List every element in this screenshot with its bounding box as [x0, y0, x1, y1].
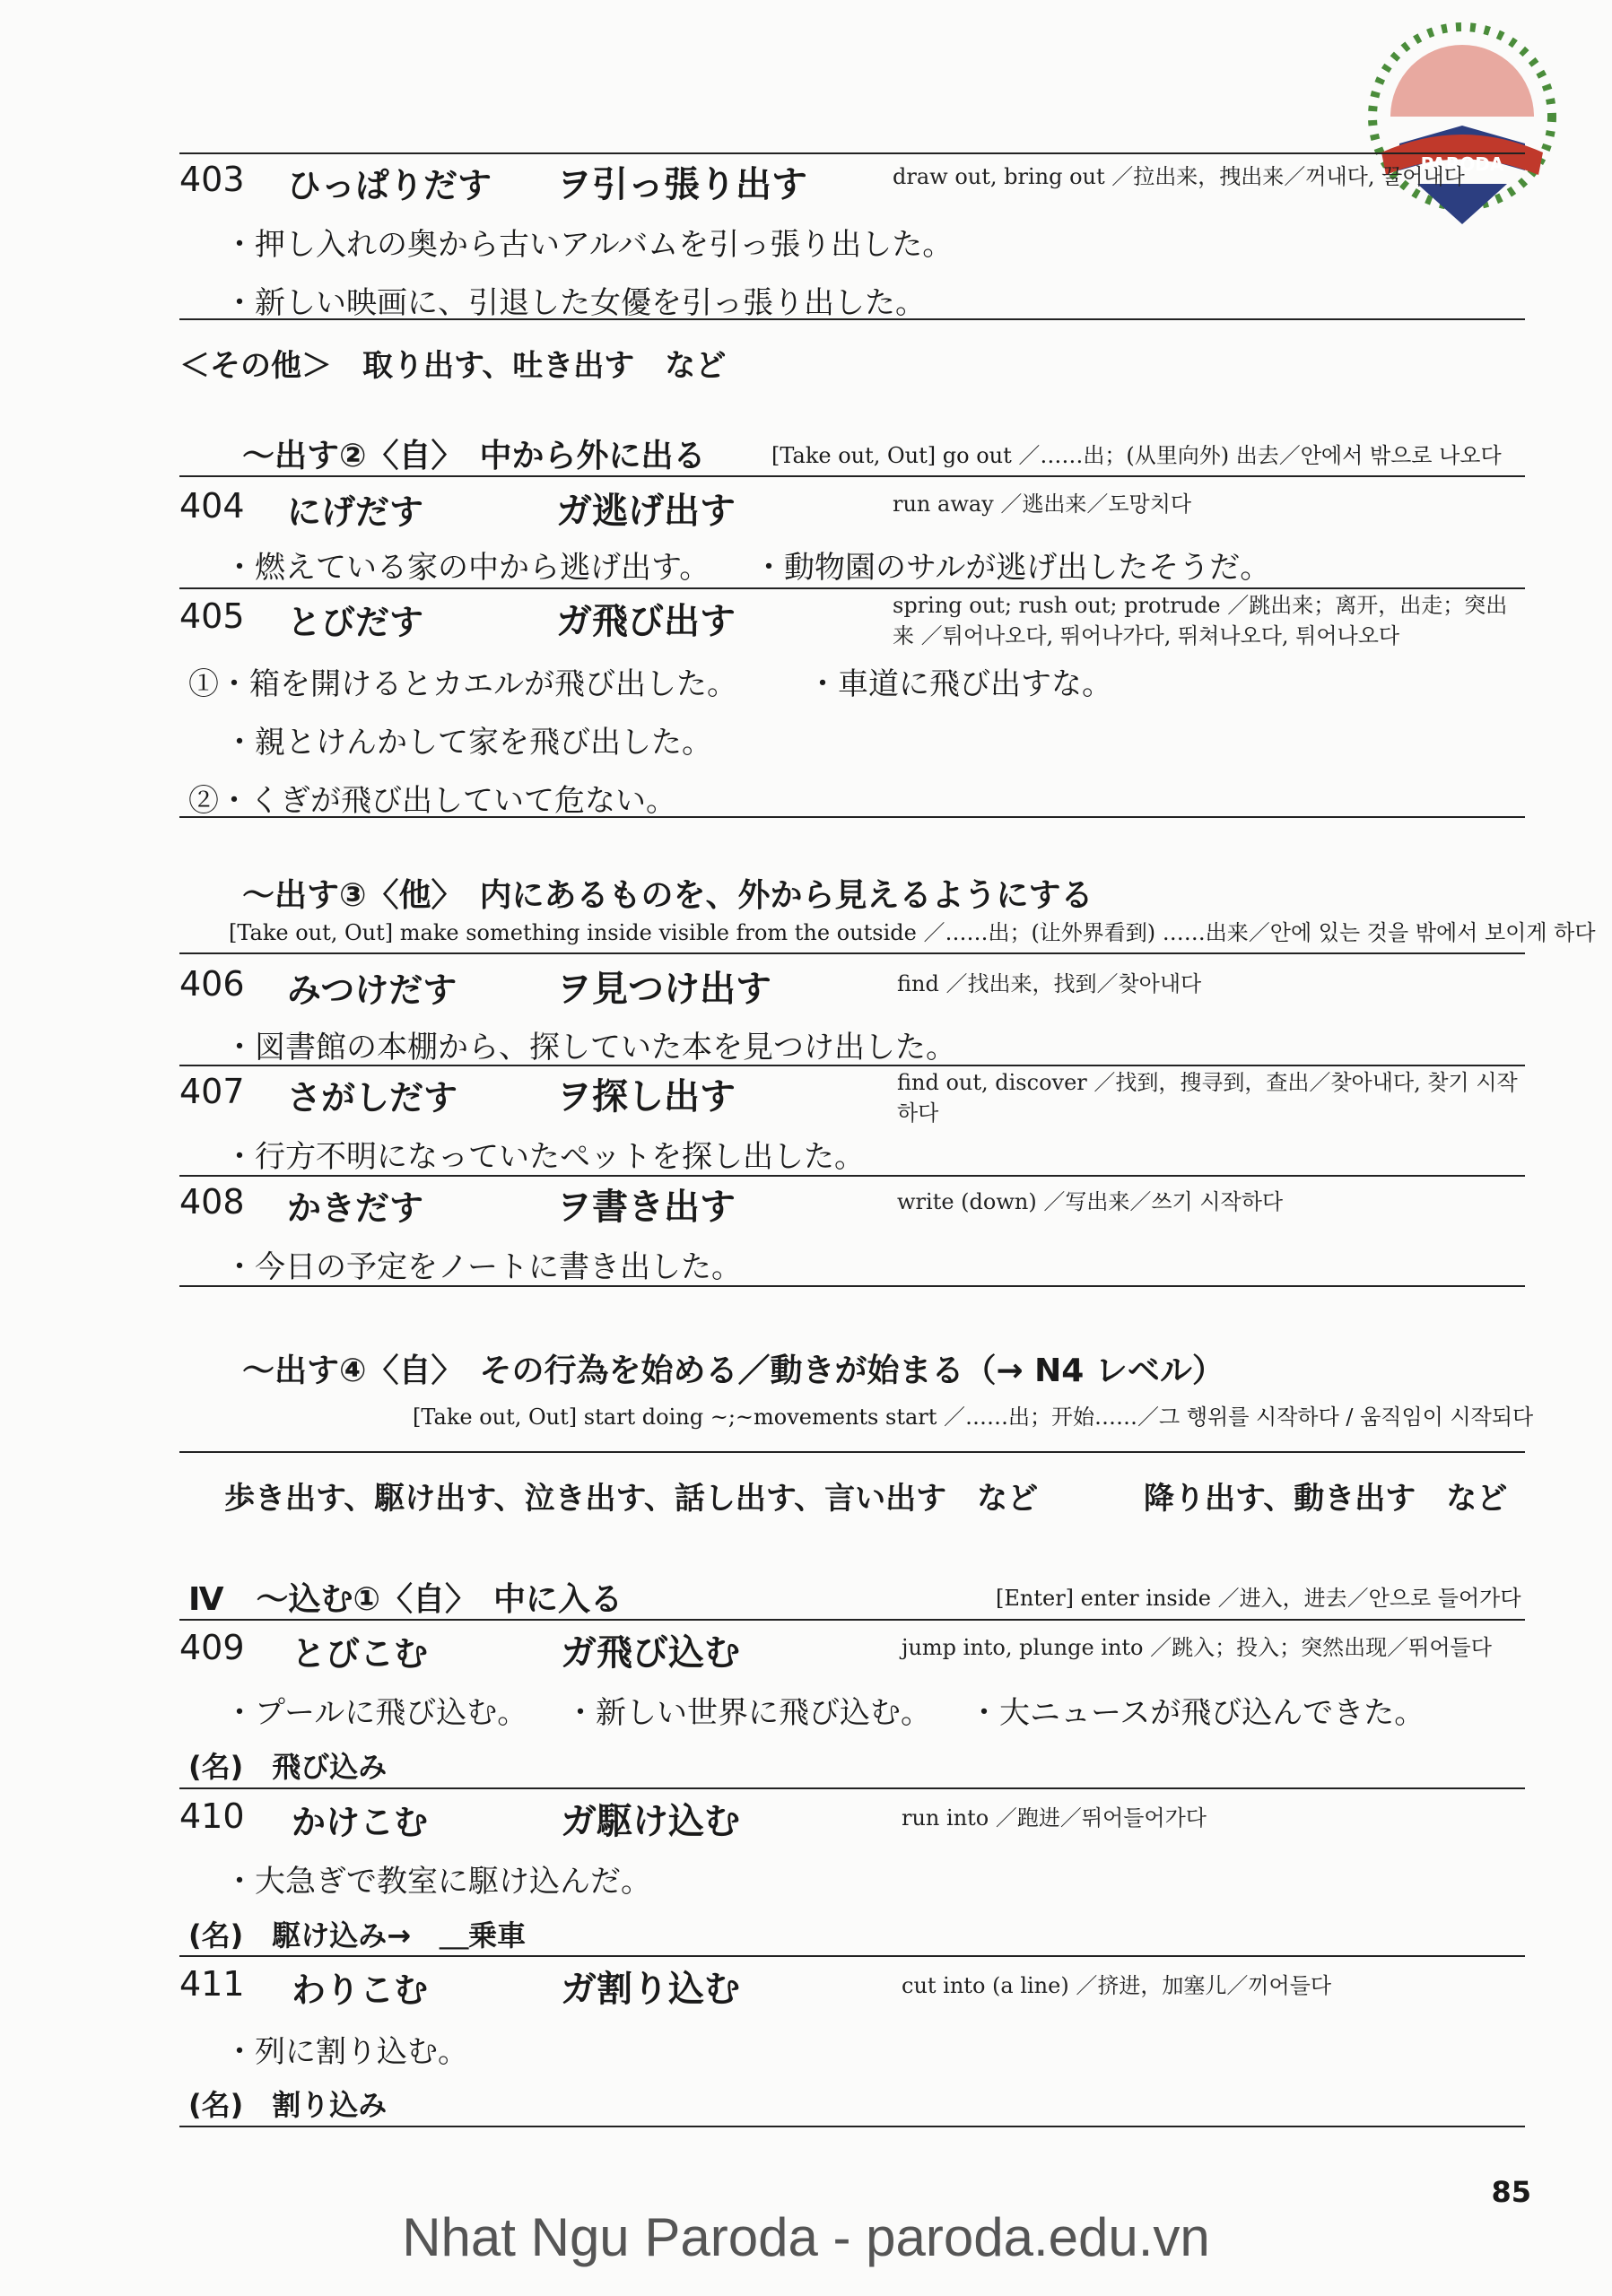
entry-word: ガ逃げ出す — [556, 491, 736, 532]
section-translation: [Enter] enter inside ／进入，进去／안으로 들어가다 — [996, 1586, 1521, 1611]
example-sentence: ・車道に飛び出すな。 — [807, 666, 1112, 702]
related-verbs: 降り出す、動き出す など — [1144, 1481, 1508, 1517]
entry-translation: cut into (a line) ／挤进，加塞儿／끼어들다 — [902, 1973, 1332, 1998]
divider — [179, 1451, 1525, 1453]
divider — [179, 1175, 1525, 1177]
entry-number: 410 — [179, 1796, 245, 1836]
entry-number: 408 — [179, 1182, 245, 1222]
divider — [179, 318, 1525, 320]
entry-word: ヲ見つけ出す — [556, 969, 771, 1010]
section-translation: [Take out, Out] make something inside visible from the outside ／……出；(让外界看到) ……出来／안에 있는 것을 밖에서 보이게 하다 — [229, 920, 1596, 945]
entry-reading: にげだす — [287, 492, 424, 532]
entry-translation: find ／找出来，找到／찾아내다 — [897, 971, 1202, 996]
entry-number: 405 — [179, 596, 245, 636]
entry-word: ガ飛び込む — [561, 1632, 740, 1674]
section-title: ～出す②〈自〉 中から外に出る — [242, 438, 706, 474]
logo-text: PARODA — [1420, 153, 1504, 175]
entry-reading: かきだす — [287, 1188, 424, 1228]
entry-number: 411 — [179, 1964, 245, 2004]
related-verbs: 歩き出す、駆け出す、泣き出す、話し出す、言い出す など — [224, 1481, 1039, 1517]
entry-number: 409 — [179, 1628, 245, 1667]
entry-reading: かけこむ — [292, 1803, 429, 1842]
example-sentence: ②・くぎが飛び出していて危ない。 — [188, 783, 676, 819]
entry-reading: さがしだす — [287, 1078, 458, 1118]
example-sentence: ・大ニュースが飛び込んできた。 — [969, 1695, 1425, 1731]
section-title: Ⅳ ～込む①〈自〉 中に入る — [188, 1581, 623, 1618]
divider — [179, 587, 1525, 589]
entry-translation: find out, discover ／找到，搜寻到，查出／찾아내다, 찾기 시작하다 — [897, 1070, 1518, 1126]
entry-translation: write (down) ／写出来／쓰기 시작하다 — [897, 1189, 1284, 1214]
entry-reading: わりこむ — [292, 1970, 429, 2010]
example-sentence: ・行方不明になっていたペットを探し出した。 — [224, 1139, 865, 1175]
example-sentence: ・列に割り込む。 — [224, 2034, 468, 2070]
noun-form: (名) 駆け込み→ ＿乗車 — [188, 1918, 527, 1952]
section-translation: [Take out, Out] start doing ~;~movements start ／……出；开始……／그 행위를 시작하다 / 움직임이 시작되다 — [413, 1405, 1534, 1430]
noun-form: (名) 割り込み — [188, 2088, 388, 2122]
entry-translation: run into ／跑进／뛰어들어가다 — [902, 1805, 1207, 1831]
entry-reading: ひっぱりだす — [287, 166, 492, 205]
entry-word: ヲ探し出す — [556, 1076, 736, 1118]
entry-word: ヲ引っ張り出す — [556, 164, 807, 205]
example-sentence: ・図書館の本棚から、探していた本を見つけ出した。 — [224, 1030, 956, 1065]
example-sentence: ・押し入れの奥から古いアルバムを引っ張り出した。 — [224, 227, 954, 263]
example-sentence: ・プールに飛び込む。 — [224, 1695, 528, 1731]
divider — [179, 1619, 1525, 1621]
section-title: ～出す④〈自〉 その行為を始める／動きが始まる（→ N4 レベル） — [242, 1352, 1224, 1389]
entry-number: 406 — [179, 964, 245, 1004]
divider — [179, 1787, 1525, 1789]
entry-reading: みつけだす — [287, 970, 457, 1010]
page-number: 85 — [1491, 2175, 1531, 2209]
section-translation: [Take out, Out] go out ／……出；(从里向外) 出去／안에서 밖으로 나오다 — [771, 443, 1502, 468]
example-sentence: ①・箱を開けるとカエルが飛び出した。 — [188, 666, 737, 702]
example-sentence: ・大急ぎで教室に駆け込んだ。 — [224, 1864, 651, 1900]
noun-form: (名) 飛び込み — [188, 1750, 388, 1784]
entry-word: ガ割り込む — [561, 1969, 740, 2010]
entry-number: 404 — [179, 486, 245, 526]
divider — [179, 2126, 1525, 2127]
footer-watermark: Nhat Ngu Paroda - paroda.edu.vn — [402, 2207, 1210, 2267]
entry-word: ガ飛び出す — [556, 601, 736, 642]
entry-translation: run away ／逃出来／도망치다 — [893, 491, 1192, 517]
example-sentence: ・燃えている家の中から逃げ出す。 — [224, 550, 710, 586]
example-sentence: ・新しい映画に、引退した女優を引っ張り出した。 — [224, 285, 926, 321]
example-sentence: ・親とけんかして家を飛び出した。 — [224, 725, 712, 761]
example-sentence: ・今日の予定をノートに書き出した。 — [224, 1249, 742, 1285]
divider — [179, 1285, 1525, 1287]
example-sentence: ・動物園のサルが逃げ出したそうだ。 — [754, 550, 1271, 586]
entry-number: 407 — [179, 1072, 245, 1111]
divider — [179, 475, 1525, 477]
entry-translation: jump into, plunge into ／跳入；投入；突然出现／뛰어들다 — [902, 1635, 1492, 1660]
paroda-logo — [1337, 18, 1588, 233]
divider — [179, 816, 1525, 818]
entry-reading: とびだす — [287, 603, 424, 642]
entry-reading: とびこむ — [292, 1634, 429, 1674]
other-words: ＜その他＞ 取り出す、吐き出す など — [179, 348, 727, 384]
entry-translation: spring out; rush out; protrude ／跳出来；离开，出走；突出来 ／튀어나오다, 뛰어나가다, 뛰쳐나오다, 튀어나오다 — [893, 593, 1508, 648]
divider — [179, 952, 1525, 954]
entry-word: ガ駆け込む — [561, 1801, 740, 1842]
divider — [179, 152, 1525, 154]
entry-number: 403 — [179, 160, 245, 199]
divider — [179, 1065, 1525, 1066]
example-sentence: ・新しい世界に飛び込む。 — [565, 1695, 931, 1731]
entry-word: ヲ書き出す — [556, 1187, 736, 1228]
divider — [179, 1955, 1525, 1957]
section-title: ～出す③〈他〉 内にあるものを、外から見えるようにする — [242, 877, 1094, 914]
entry-translation: draw out, bring out ／拉出来，拽出来／꺼내다, 끌어내다 — [893, 164, 1465, 189]
